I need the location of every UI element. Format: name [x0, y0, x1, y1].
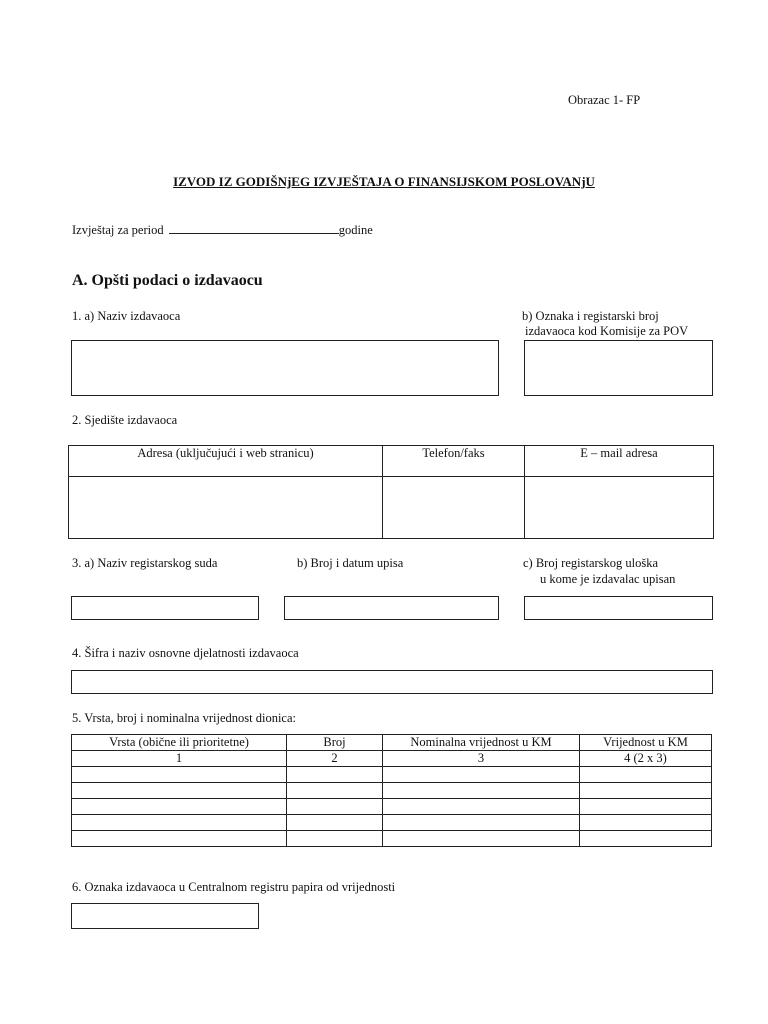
shares-row — [72, 831, 712, 847]
shares-row — [72, 815, 712, 831]
shares-cell[interactable] — [383, 767, 580, 783]
shares-header-count: Broj — [287, 735, 383, 751]
register-entry-field[interactable] — [524, 596, 713, 620]
shares-cell[interactable] — [383, 815, 580, 831]
issuer-name-field[interactable] — [71, 340, 499, 396]
shares-cell[interactable] — [72, 767, 287, 783]
period-suffix: godine — [338, 223, 373, 237]
shares-cell[interactable] — [287, 767, 383, 783]
central-registry-label: 6. Oznaka izdavaoca u Centralnom registru papira od vrijednosti — [72, 880, 396, 894]
shares-row — [72, 767, 712, 783]
shares-cell[interactable] — [580, 783, 712, 799]
central-registry-field[interactable] — [71, 903, 259, 929]
shares-cell[interactable] — [72, 783, 287, 799]
shares-cell[interactable] — [72, 799, 287, 815]
shares-cell[interactable] — [72, 815, 287, 831]
shares-header-value: Vrijednost u KM — [580, 735, 712, 751]
shares-cell[interactable] — [580, 831, 712, 847]
seat-header-phone: Telefon/faks — [383, 446, 525, 477]
commission-code-field[interactable] — [524, 340, 713, 396]
activity-label: 4. Šifra i naziv osnovne djelatnosti izdavaoca — [72, 646, 299, 660]
shares-header-type: Vrsta (obične ili prioritetne) — [72, 735, 287, 751]
form-code: Obrazac 1- FP — [568, 93, 641, 107]
register-entry-label-1: c) Broj registarskog uloška — [523, 556, 659, 570]
shares-row — [72, 799, 712, 815]
shares-colnum-1: 1 — [72, 751, 287, 767]
document-title: IZVOD IZ GODIŠNjEG IZVJEŠTAJA O FINANSIJSKOM POSLOVANjU — [173, 174, 595, 189]
shares-cell[interactable] — [287, 783, 383, 799]
shares-cell[interactable] — [287, 831, 383, 847]
activity-field[interactable] — [71, 670, 713, 694]
registration-number-label: b) Broj i datum upisa — [297, 556, 404, 570]
shares-colnum-3: 3 — [383, 751, 580, 767]
shares-cell[interactable] — [383, 799, 580, 815]
seat-table — [68, 445, 714, 539]
court-name-field[interactable] — [71, 596, 259, 620]
shares-header-nominal: Nominalna vrijednost u KM — [383, 735, 580, 751]
court-name-label: 3. a) Naziv registarskog suda — [72, 556, 218, 570]
shares-table — [71, 734, 712, 847]
issuer-name-label: 1. a) Naziv izdavaoca — [72, 309, 181, 323]
shares-cell[interactable] — [287, 799, 383, 815]
section-a-heading: A. Opšti podaci o izdavaocu — [72, 272, 263, 289]
period-line — [72, 222, 373, 238]
shares-cell[interactable] — [580, 815, 712, 831]
seat-address-cell[interactable] — [69, 477, 383, 539]
shares-cell[interactable] — [580, 767, 712, 783]
shares-cell[interactable] — [383, 831, 580, 847]
shares-cell[interactable] — [72, 831, 287, 847]
shares-cell[interactable] — [383, 783, 580, 799]
commission-code-label-2: izdavaoca kod Komisije za POV — [525, 324, 689, 338]
seat-header-address: Adresa (uključujući i web stranicu) — [69, 446, 383, 477]
commission-code-label-1: b) Oznaka i registarski broj — [522, 309, 659, 323]
shares-cell[interactable] — [287, 815, 383, 831]
period-field[interactable] — [169, 222, 339, 234]
seat-label: 2. Sjedište izdavaoca — [72, 413, 178, 427]
seat-email-cell[interactable] — [525, 477, 714, 539]
shares-colnum-2: 2 — [287, 751, 383, 767]
shares-colnum-4: 4 (2 x 3) — [580, 751, 712, 767]
registration-number-field[interactable] — [284, 596, 499, 620]
seat-phone-cell[interactable] — [383, 477, 525, 539]
seat-header-email: E – mail adresa — [525, 446, 714, 477]
shares-label: 5. Vrsta, broj i nominalna vrijednost dionica: — [72, 711, 296, 725]
register-entry-label-2: u kome je izdavalac upisan — [540, 572, 676, 586]
shares-cell[interactable] — [580, 799, 712, 815]
period-prefix: Izvještaj za period — [72, 223, 164, 237]
shares-row — [72, 783, 712, 799]
